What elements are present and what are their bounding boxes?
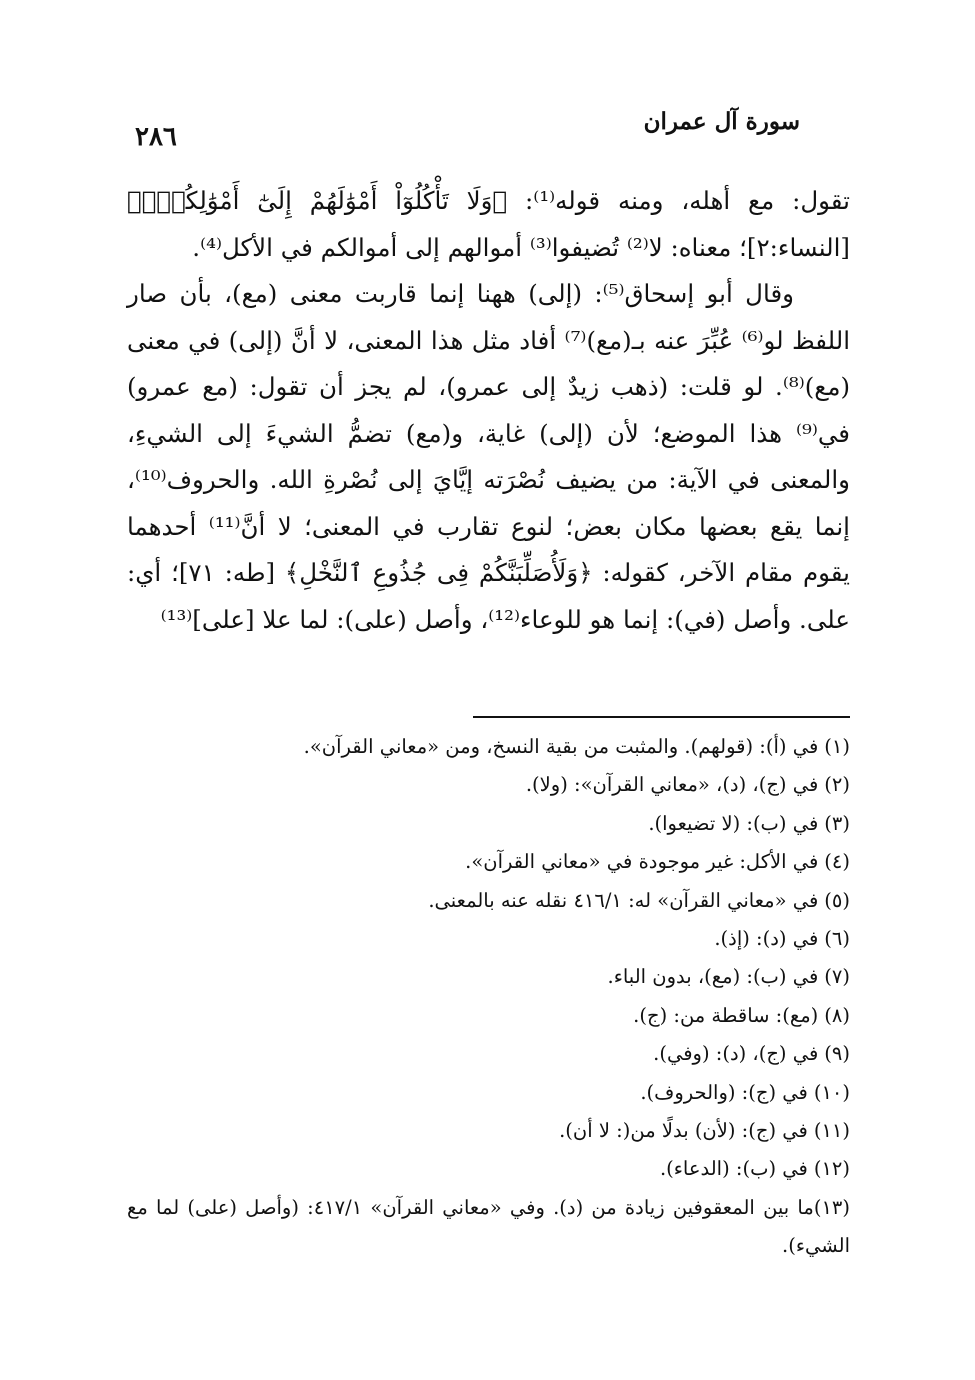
main-text <box>127 178 850 643</box>
page-number: ٢٨٦ <box>135 122 177 152</box>
footnote-1 <box>127 728 850 766</box>
footnote-text: ما بين المعقوفين زيادة من (د). وفي «معاني القرآن» ٤١٧/١: (وأصل (على) لما مع الشيء). <box>127 1195 850 1258</box>
footnote-number: (٢) <box>824 773 850 797</box>
page-header <box>135 108 800 152</box>
footnote-text: في (ج)، (د)، «معاني القرآن»: (ولا). <box>525 773 819 797</box>
footnote-2 <box>127 766 850 804</box>
footnote-3 <box>127 805 850 843</box>
footnote-10 <box>127 1074 850 1112</box>
footnote-number: (٧) <box>824 965 850 989</box>
footnote-text: في «معاني القرآن» له: ٤١٦/١ نقله عنه بالمعنى. <box>428 888 819 912</box>
footnote-9 <box>127 1035 850 1073</box>
footnote-text: في (ب): (لا تضيعوا). <box>648 811 819 835</box>
footnote-13 <box>127 1189 850 1266</box>
footnote-number: (٩) <box>824 1042 850 1066</box>
running-title: سورة آل عمران <box>643 108 800 135</box>
footnote-separator <box>473 716 850 718</box>
footnote-text: في (ب): (مع)، بدون الباء. <box>607 965 819 989</box>
footnote-text: في (ج): (والحروف). <box>640 1080 808 1104</box>
footnote-number: (١٢) <box>813 1157 850 1181</box>
paragraph: وقال أبو إسحاق⁽⁵⁾: (إلى) ههنا إنما قاربت معنى (مع)، بأن صار اللفظ لو⁽⁶⁾ عُبِّرَ عنه بـ(مع)⁽⁷⁾ أفاد مثل هذا المعنى، لا أنَّ (إلى) في معنى (مع)⁽⁸⁾. لو قلت: (ذهب زيدٌ إلى عمرو)، لم يجز أن تقول: (مع عمرو) في⁽⁹⁾ هذا الموضع؛ لأن (إلى) غاية، و(مع) تضمُّ الشيءَ إلى الشيءِ، والمعنى في الآية: من يضيف نُصْرَته إيَّايَ إلى نُصْرةِ الله. والحروف⁽¹⁰⁾، إنما يقع بعضها مكان بعض؛ لنوع تقارب في المعنى؛ لا أنَّ⁽¹¹⁾ أحدهما يقوم مقام الآخر، كقوله: ﴿وَلَأُصَلِّبَنَّكُمْ فِى جُذُوعِ ٱلنَّخْلِ﴾ [طه: ٧١]؛ أي: على. وأصل (في): إنما هو للوعاء⁽¹²⁾، وأصل (على): لما علا [على]⁽¹³⁾ <box>127 279 851 634</box>
footnote-number: (٨) <box>824 1003 850 1027</box>
footnote-6 <box>127 920 850 958</box>
footnote-5 <box>127 882 850 920</box>
footnote-12 <box>127 1150 850 1188</box>
footnote-text: (مع): ساقطة من: (ج). <box>633 1003 819 1027</box>
footnote-text: في (أ): (قولهم). والمثبت من بقية النسخ، ومن «معاني القرآن». <box>303 735 819 758</box>
footnote-number: (٤) <box>824 850 850 874</box>
footnote-11 <box>127 1112 850 1150</box>
footnotes <box>127 728 850 1266</box>
footnote-text: في الأكل: غير موجودة في «معاني القرآن». <box>465 850 819 874</box>
footnote-number: (١) <box>824 735 850 758</box>
footnote-number: (١٠) <box>813 1080 850 1104</box>
footnote-7 <box>127 958 850 996</box>
footnote-text: في (ب): (الدعاء). <box>659 1157 808 1181</box>
footnote-number: (٥) <box>824 888 850 912</box>
footnote-number: (٣) <box>824 811 850 835</box>
footnote-text: في (ج)، (د): (وفي). <box>653 1042 819 1066</box>
footnote-number: (١١) <box>813 1119 850 1143</box>
footnote-4 <box>127 843 850 881</box>
footnote-text: في (د): (إذ). <box>714 927 819 951</box>
paragraph: تقول: مع أهله، ومنه قوله⁽¹⁾: ﴿وَلَا تَأْكُلُوٓاْ أَمْوَٰلَهُمْ إِلَىٰٓ أَمْوَٰلِكُمْۚ﴾ [النساء:٢]؛ معناه: لا⁽²⁾ تُضيفوا⁽³⁾ أموالهم إلى أموالكم في الأكل⁽⁴⁾. <box>127 186 850 262</box>
footnote-number: (١٣) <box>813 1195 850 1219</box>
footnote-8 <box>127 997 850 1035</box>
footnote-number: (٦) <box>824 927 850 951</box>
footnote-text: في (ج): (لأن) بدلًا من(: لا أن). <box>559 1119 808 1143</box>
